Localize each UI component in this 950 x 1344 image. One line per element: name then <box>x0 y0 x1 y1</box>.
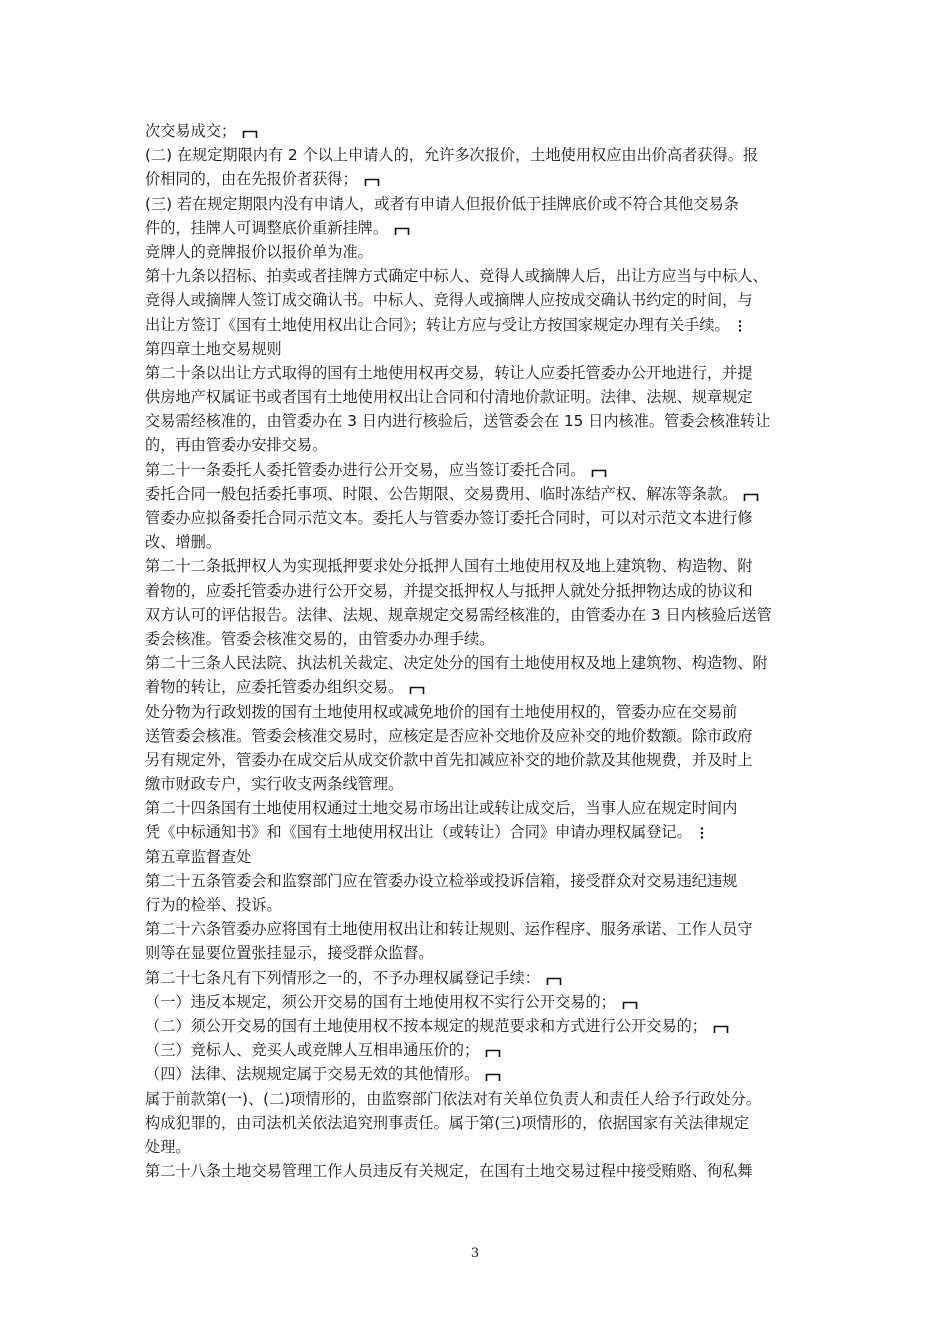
text-line <box>145 313 815 337</box>
text-line-content: 第二十条以出让方式取得的国有土地使用权再交易，转让人应委托管委办公开地进行，并提 <box>145 363 753 382</box>
document-body <box>145 119 815 1183</box>
text-line <box>145 1014 815 1038</box>
text-line-content: 第十九条以招标、拍卖或者挂牌方式确定中标人、竞得人或摘牌人后，出让方应当与中标人、 <box>145 267 768 286</box>
text-line-content: 的，再由管委办安排交易。 <box>145 436 328 455</box>
paragraph-mark-icon <box>622 993 638 1014</box>
text-line-content: 另有规定外，管委办在成交后从成交价款中首先扣减应补交的地价款及其他规费，并及时上 <box>145 750 753 769</box>
text-line <box>145 675 815 699</box>
text-line <box>145 1135 815 1159</box>
text-line <box>145 748 815 772</box>
text-line <box>145 941 815 965</box>
text-line <box>145 506 815 530</box>
text-line-content: （二）须公开交易的国有土地使用权不按本规定的规范要求和方式进行公开交易的； <box>145 1016 707 1035</box>
text-line-content: 处分物为行政划拨的国有土地使用权或减免地价的国有土地使用权的，管委办应在交易前 <box>145 702 738 721</box>
text-line <box>145 579 815 603</box>
paragraph-mark-icon <box>242 122 258 143</box>
text-line <box>145 554 815 578</box>
text-line-content: 行为的检举、投诉。 <box>145 896 282 914</box>
page-number: 3 <box>470 1246 480 1261</box>
paragraph-mark-icon <box>394 219 410 240</box>
text-line-content: 第二十二条抵押权人为实现抵押要求处分抵押人国有土地使用权及地上建筑物、构造物、附 <box>145 557 753 576</box>
text-line <box>145 1038 815 1062</box>
text-line-content: 竞得人或摘牌人签订成交确认书。中标人、竞得人或摘牌人应按成交确认书约定的时间，与 <box>145 291 753 310</box>
text-line-content: 第五章监督查处 <box>145 847 252 866</box>
paragraph-mark-icon <box>591 461 607 482</box>
paragraph-mark-icon <box>485 1065 501 1086</box>
text-line-content: 着物的，应委托管委办进行公开交易，并提交抵押权人与抵押人就处分抵押物达成的协议和 <box>145 581 753 600</box>
text-line <box>145 820 815 844</box>
text-line-content: 委会核准。管委会核准交易的，由管委办办理手续。 <box>145 629 495 648</box>
text-line <box>145 1111 815 1135</box>
text-line-content: 件的，挂牌人可调整底价重新挂牌。 <box>145 218 388 237</box>
text-line <box>145 603 815 627</box>
text-line <box>145 796 815 820</box>
text-line <box>145 893 815 917</box>
text-line <box>145 990 815 1014</box>
text-line <box>145 700 815 724</box>
text-line <box>145 192 815 216</box>
paragraph-mark-icon <box>364 170 380 191</box>
text-line-content: 构成犯罪的，由司法机关依法追究刑事责任。属于第(三)项情形的，依据国家有关法律规定 <box>145 1113 750 1132</box>
text-line <box>145 530 815 554</box>
text-line <box>145 119 815 143</box>
text-line-content: 第二十三条人民法院、执法机关裁定、决定处分的国有土地使用权及地上建筑物、构造物、附 <box>145 654 768 673</box>
text-line-content: 委托合同一般包括委托事项、时限、公告期限、交易费用、临时冻结产权、解冻等条款。 <box>145 484 738 503</box>
text-line-content: 第二十一条委托人委托管委办进行公开交易，应当签订委托合同。 <box>145 460 586 479</box>
text-line-content: 着物的转让，应委托管委办组织交易。 <box>145 678 404 697</box>
text-line <box>145 651 815 675</box>
text-line-content: 第二十七条凡有下列情形之一的，不予办理权属登记手续： <box>145 968 540 987</box>
text-line <box>145 845 815 869</box>
text-line-content: （三）竞标人、竞买人或竞牌人互相串通压价的； <box>145 1041 480 1060</box>
text-line-content: 第二十四条国有土地使用权通过土地交易市场出让或转让成交后，当事人应在规定时间内 <box>145 799 738 818</box>
text-line-content: 第二十五条管委会和监察部门应在管委办设立检举或投诉信箱，接受群众对交易违纪违规 <box>145 871 738 890</box>
text-line-content: (三) 若在规定期限内没有申请人，或者有申请人但报价低于挂牌底价或不符合其他交易条 <box>145 194 739 213</box>
text-line <box>145 772 815 796</box>
text-line-content: 处理。 <box>145 1137 191 1156</box>
text-line-content: 属于前款第(一)、(二)项情形的，由监察部门依法对有关单位负责人和责任人给予行政处分。 <box>145 1089 762 1108</box>
text-line <box>145 1062 815 1086</box>
text-line <box>145 361 815 385</box>
text-line-content: 竞牌人的竞牌报价以报价单为准。 <box>145 242 373 261</box>
text-line <box>145 433 815 457</box>
text-line <box>145 409 815 433</box>
text-line <box>145 264 815 288</box>
text-line-content: 第二十八条土地交易管理工作人员违反有关规定，在国有土地交易过程中接受贿赂、徇私舞 <box>145 1162 753 1181</box>
paragraph-mark-icon <box>743 485 759 506</box>
text-line-content: 双方认可的评估报告。法律、法规、规章规定交易需经核准的，由管委办在 3 日内核验后送管 <box>145 605 772 624</box>
text-line-content: 第二十六条管委办应将国有土地使用权出让和转让规则、运作程序、服务承诺、工作人员守 <box>145 920 753 939</box>
text-line <box>145 724 815 748</box>
paragraph-mark-icon <box>713 1017 729 1038</box>
text-line-content: 则等在显要位置张挂显示，接受群众监督。 <box>145 944 434 963</box>
text-line <box>145 337 815 361</box>
text-line <box>145 216 815 240</box>
text-line-content: 第四章土地交易规则 <box>145 339 282 358</box>
text-line <box>145 869 815 893</box>
text-line <box>145 288 815 312</box>
text-line-content: (二) 在规定期限内有 2 个以上申请人的，允许多次报价，土地使用权应由出价高者获得。报 <box>145 146 759 165</box>
text-line-content: （四）法律、法规规定属于交易无效的其他情形。 <box>145 1065 480 1084</box>
text-line <box>145 167 815 191</box>
text-line-content: 凭《中标通知书》和《国有土地使用权出让（或转让）合同》申请办理权属登记。 <box>145 823 692 842</box>
text-line-content: 送管委会核准。管委会核准交易时，应核定是否应补交地价及应补交的地价数额。除市政府 <box>145 726 753 745</box>
text-line-content: 改、增删。 <box>145 533 221 552</box>
paragraph-mark-icon <box>485 1041 501 1062</box>
text-line <box>145 143 815 167</box>
text-line <box>145 966 815 990</box>
text-line <box>145 1159 815 1183</box>
text-line-content: 价相同的，由在先报价者获得； <box>145 170 358 189</box>
text-line <box>145 1087 815 1111</box>
text-line-content: 次交易成交； <box>145 122 237 140</box>
text-line-content: 出让方签订《国有土地使用权出让合同》；转让方应与受让方按国家规定办理有关手续。 <box>145 315 730 334</box>
text-line-content: 交易需经核准的，由管委办在 3 日内进行核验后，送管委会在 15 日内核准。管委会核准转让 <box>145 412 771 431</box>
paragraph-mark-icon <box>409 678 425 699</box>
section-break-icon <box>698 823 706 844</box>
text-line-content: 管委办应拟备委托合同示范文本。委托人与管委办签订委托合同时，可以对示范文本进行修 <box>145 509 753 527</box>
text-line <box>145 385 815 409</box>
text-line <box>145 240 815 264</box>
text-line <box>145 482 815 506</box>
text-line-content: 缴市财政专户，实行收支两条线管理。 <box>145 775 404 794</box>
text-line <box>145 917 815 941</box>
text-line-content: （一）违反本规定，须公开交易的国有土地使用权不实行公开交易的； <box>145 992 616 1011</box>
text-line-content: 供房地产权属证书或者国有土地使用权出让合同和付清地价款证明。法律、法规、规章规定 <box>145 388 753 407</box>
section-break-icon <box>736 316 744 337</box>
text-line <box>145 627 815 651</box>
paragraph-mark-icon <box>546 969 562 990</box>
text-line <box>145 458 815 482</box>
